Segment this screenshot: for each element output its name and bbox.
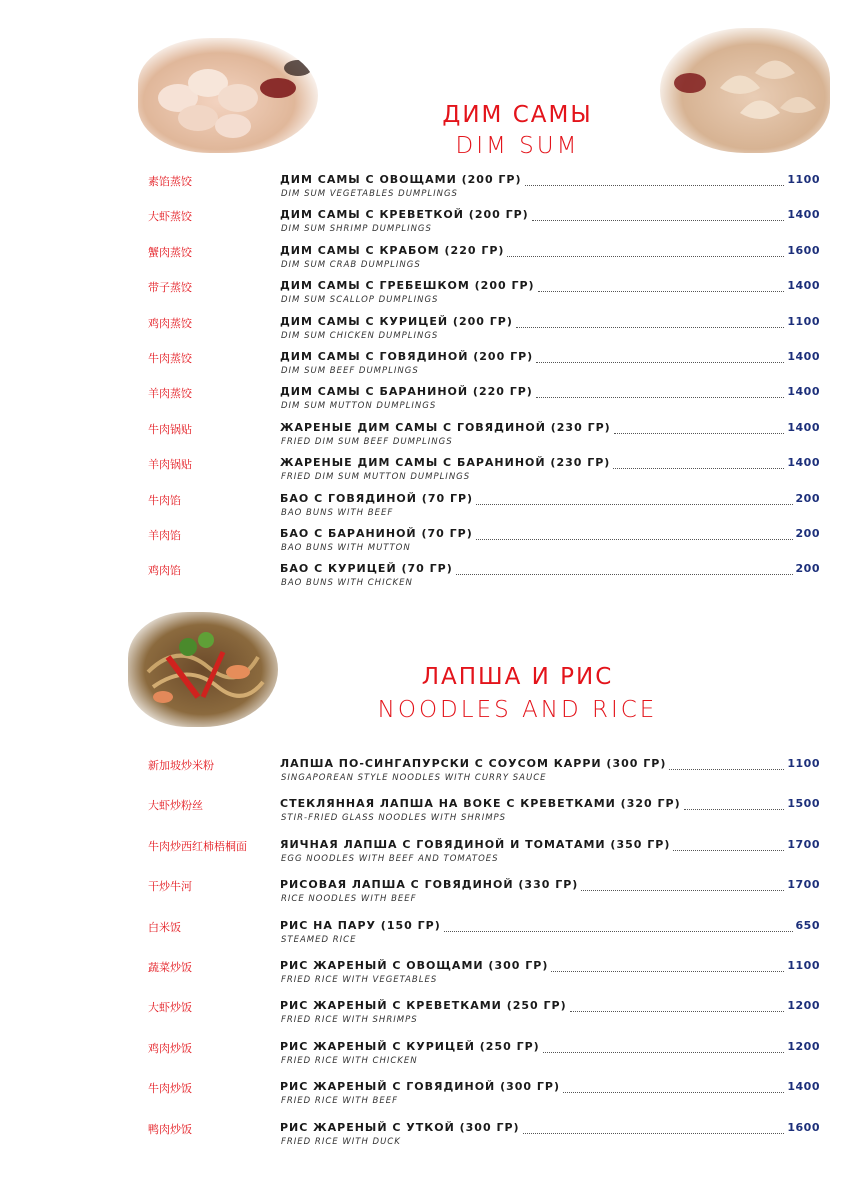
dish-name-en: DIM SUM CRAB DUMPLINGS xyxy=(281,259,421,270)
dish-name-en: DIM SUM BEEF DUMPLINGS xyxy=(281,365,419,376)
dish-name-zh: 牛肉蒸饺 xyxy=(148,351,192,365)
dish-price: 1400 xyxy=(787,1080,820,1094)
menu-item xyxy=(0,999,855,1039)
menu-item xyxy=(0,315,855,350)
dish-name-ru: ДИМ САМЫ С КУРИЦЕЙ (200 ГР) xyxy=(280,314,513,328)
dish-name-ru: БАО С БАРАНИНОЙ (70 ГР) xyxy=(280,526,473,540)
dim-sum-title-ru: ДИМ САМЫ xyxy=(442,102,593,128)
dish-name-ru: БАО С ГОВЯДИНОЙ (70 ГР) xyxy=(280,491,474,505)
dish-name-zh: 白米饭 xyxy=(148,920,181,934)
dish-name-ru: РИС ЖАРЕНЫЙ С УТКОЙ (300 ГР) xyxy=(280,1120,520,1134)
dish-line xyxy=(280,919,820,935)
dish-name-zh: 牛肉炒饭 xyxy=(148,1082,192,1096)
dish-name-en: BAO BUNS WITH CHICKEN xyxy=(281,578,413,589)
dish-name-ru: ДИМ САМЫ С КРАБОМ (220 ГР) xyxy=(280,243,505,257)
dish-name-ru: ДИМ САМЫ С ГОВЯДИНОЙ (200 ГР) xyxy=(280,349,534,363)
dish-name-en: DIM SUM VEGETABLES DUMPLINGS xyxy=(281,189,458,199)
dish-name-en: BAO BUNS WITH MUTTON xyxy=(281,542,411,553)
menu-item xyxy=(0,959,855,999)
noodles-title-en: NOODLES AND RICE xyxy=(377,697,658,723)
dish-line xyxy=(280,1080,820,1096)
dish-price: 1600 xyxy=(787,1120,820,1134)
dish-name-en: FRIED DIM SUM BEEF DUMPLINGS xyxy=(281,436,453,447)
dot-leader xyxy=(476,538,793,540)
dot-leader xyxy=(581,889,784,891)
dish-price: 200 xyxy=(795,562,820,576)
dish-name-en: SINGAPOREAN STYLE NOODLES WITH CURRY SAUCE xyxy=(281,773,547,783)
dish-price: 1500 xyxy=(787,797,820,811)
dish-name-zh: 鸡肉蒸饺 xyxy=(148,316,192,330)
dish-name-zh: 素馅蒸饺 xyxy=(148,175,192,188)
dot-leader xyxy=(476,503,792,505)
dish-name-ru: СТЕКЛЯННАЯ ЛАПША НА ВОКЕ С КРЕВЕТКАМИ (320 ГР) xyxy=(280,797,681,811)
dish-name-zh: 大虾炒粉丝 xyxy=(148,799,203,813)
dot-leader xyxy=(523,1132,785,1134)
dish-name-ru: ДИМ САМЫ С ОВОЩАМИ (200 ГР) xyxy=(280,173,522,186)
dish-name-ru: ДИМ САМЫ С КРЕВЕТКОЙ (200 ГР) xyxy=(280,208,529,222)
dish-name-ru: ЛАПША ПО-СИНГАПУРСКИ С СОУСОМ КАРРИ (300 ГР) xyxy=(280,757,667,770)
dish-name-zh: 蟹肉蒸饺 xyxy=(148,245,192,259)
dish-name-ru: РИС НА ПАРУ (150 ГР) xyxy=(280,918,441,932)
dish-name-en: DIM SUM MUTTON DUMPLINGS xyxy=(281,401,437,412)
menu-item xyxy=(0,1080,855,1120)
menu-item xyxy=(0,350,855,385)
dish-name-en: STEAMED RICE xyxy=(281,934,357,945)
dot-leader xyxy=(516,326,785,328)
dot-leader xyxy=(525,184,785,186)
dish-line xyxy=(280,244,820,260)
dish-line xyxy=(280,959,820,975)
menu-item xyxy=(0,562,855,597)
dish-price: 1400 xyxy=(787,208,820,222)
dish-line xyxy=(280,208,820,224)
dot-leader xyxy=(613,467,784,469)
dish-name-ru: РИС ЖАРЕНЫЙ С КУРИЦЕЙ (250 ГР) xyxy=(280,1039,540,1053)
dish-price: 650 xyxy=(795,918,820,932)
dish-name-ru: ЖАРЕНЫЕ ДИМ САМЫ С ГОВЯДИНОЙ (230 ГР) xyxy=(280,420,611,434)
dish-name-zh: 牛肉馅 xyxy=(148,493,181,507)
noodles-menu-list xyxy=(0,757,855,1161)
dish-line xyxy=(280,492,820,508)
menu-item xyxy=(0,919,855,959)
dish-name-zh: 蔬菜炒饭 xyxy=(148,960,192,974)
menu-item xyxy=(0,492,855,527)
dish-line xyxy=(280,999,820,1015)
dish-name-en: FRIED RICE WITH BEEF xyxy=(281,1096,398,1107)
dish-name-ru: ДИМ САМЫ С БАРАНИНОЙ (220 ГР) xyxy=(280,385,533,399)
dim-sum-title-en: DIM SUM xyxy=(455,133,580,159)
dish-price: 1400 xyxy=(787,349,820,363)
menu-item xyxy=(0,421,855,456)
dish-name-zh: 羊肉馅 xyxy=(148,528,181,542)
menu-item xyxy=(0,279,855,314)
dish-name-en: RICE NOODLES WITH BEEF xyxy=(281,894,417,905)
dim-sum-menu-list xyxy=(0,173,855,598)
dish-line xyxy=(280,797,820,813)
dish-line xyxy=(280,173,820,189)
dot-leader xyxy=(563,1091,784,1093)
dish-name-en: EGG NOODLES WITH BEEF AND TOMATOES xyxy=(281,853,499,864)
dot-leader xyxy=(536,396,785,398)
dot-leader xyxy=(669,768,784,770)
dish-name-zh: 鸡肉馅 xyxy=(148,564,181,578)
dish-price: 1200 xyxy=(787,1039,820,1053)
noodles-title-ru: ЛАПША И РИС xyxy=(421,664,614,690)
dish-price: 1700 xyxy=(787,837,820,851)
dish-name-en: FRIED RICE WITH CHICKEN xyxy=(281,1055,418,1066)
dish-price: 1600 xyxy=(787,243,820,257)
menu-item xyxy=(0,757,855,797)
dot-leader xyxy=(444,930,793,932)
dish-line xyxy=(280,1121,820,1137)
menu-item xyxy=(0,1040,855,1080)
menu-item xyxy=(0,527,855,562)
dish-name-ru: ЖАРЕНЫЕ ДИМ САМЫ С БАРАНИНОЙ (230 ГР) xyxy=(280,456,611,470)
dish-name-ru: ЯИЧНАЯ ЛАПША С ГОВЯДИНОЙ И ТОМАТАМИ (350 ГР) xyxy=(280,837,671,851)
dish-price: 1100 xyxy=(787,958,820,972)
dish-name-en: DIM SUM SHRIMP DUMPLINGS xyxy=(281,224,432,235)
dish-name-zh: 干炒牛河 xyxy=(148,880,192,894)
dish-line xyxy=(280,1040,820,1056)
dot-leader xyxy=(614,432,785,434)
dish-name-zh: 大虾蒸饺 xyxy=(148,210,192,224)
dish-line xyxy=(280,878,820,894)
menu-item xyxy=(0,1121,855,1161)
dish-line xyxy=(280,757,820,773)
dish-price: 1700 xyxy=(787,878,820,892)
dot-leader xyxy=(684,808,785,810)
dish-name-zh: 羊肉蒸饺 xyxy=(148,387,192,401)
menu-item xyxy=(0,385,855,420)
dish-name-ru: БАО С КУРИЦЕЙ (70 ГР) xyxy=(280,562,453,576)
dish-name-en: FRIED RICE WITH DUCK xyxy=(281,1136,401,1147)
dish-name-en: STIR-FRIED GLASS NOODLES WITH SHRIMPS xyxy=(281,813,507,824)
dish-line xyxy=(280,562,820,578)
dish-name-ru: РИС ЖАРЕНЫЙ С КРЕВЕТКАМИ (250 ГР) xyxy=(280,999,567,1013)
dish-name-en: FRIED DIM SUM MUTTON DUMPLINGS xyxy=(281,472,471,483)
menu-item xyxy=(0,208,855,243)
dish-name-zh: 带子蒸饺 xyxy=(148,281,192,295)
dot-leader xyxy=(536,361,784,363)
dish-name-ru: РИС ЖАРЕНЫЙ С ОВОЩАМИ (300 ГР) xyxy=(280,958,549,972)
dot-leader xyxy=(543,1051,785,1053)
dish-name-en: DIM SUM CHICKEN DUMPLINGS xyxy=(281,330,439,341)
dish-price: 1100 xyxy=(787,314,820,328)
dish-name-en: FRIED RICE WITH VEGETABLES xyxy=(281,974,438,985)
dot-leader xyxy=(551,970,784,972)
dish-name-zh: 新加坡炒米粉 xyxy=(148,759,214,772)
menu-item xyxy=(0,244,855,279)
dot-leader xyxy=(673,849,784,851)
dish-line xyxy=(280,385,820,401)
menu-item xyxy=(0,878,855,918)
menu-item xyxy=(0,838,855,878)
dish-name-en: DIM SUM SCALLOP DUMPLINGS xyxy=(281,295,439,306)
dish-price: 200 xyxy=(795,526,820,540)
dish-price: 1100 xyxy=(787,757,820,770)
dish-line xyxy=(280,350,820,366)
menu-item xyxy=(0,797,855,837)
dish-name-zh: 羊肉锅贴 xyxy=(148,458,192,472)
dish-price: 1100 xyxy=(787,173,820,186)
dish-price: 1400 xyxy=(787,279,820,293)
dish-name-en: FRIED RICE WITH SHRIMPS xyxy=(281,1015,418,1026)
dish-price: 1400 xyxy=(787,420,820,434)
dish-name-zh: 鸡肉炒饭 xyxy=(148,1041,192,1055)
dish-price: 200 xyxy=(795,491,820,505)
dish-price: 1400 xyxy=(787,385,820,399)
dot-leader xyxy=(507,255,784,257)
dot-leader xyxy=(570,1010,785,1012)
dish-name-ru: РИС ЖАРЕНЫЙ С ГОВЯДИНОЙ (300 ГР) xyxy=(280,1080,560,1094)
dish-line xyxy=(280,421,820,437)
menu-item xyxy=(0,173,855,208)
dish-name-zh: 鸭肉炒饭 xyxy=(148,1122,192,1136)
dish-name-ru: ДИМ САМЫ С ГРЕБЕШКОМ (200 ГР) xyxy=(280,279,535,293)
dish-name-ru: РИСОВАЯ ЛАПША С ГОВЯДИНОЙ (330 ГР) xyxy=(280,878,579,892)
dish-line xyxy=(280,279,820,295)
dish-name-zh: 大虾炒饭 xyxy=(148,1001,192,1015)
dish-name-zh: 牛肉炒西红柿梧桐面 xyxy=(148,839,247,853)
dish-name-zh: 牛肉锅贴 xyxy=(148,422,192,436)
dish-line xyxy=(280,315,820,331)
menu-item xyxy=(0,456,855,491)
dish-name-en: BAO BUNS WITH BEEF xyxy=(281,507,394,518)
dot-leader xyxy=(456,573,793,575)
dish-line xyxy=(280,527,820,543)
dish-price: 1200 xyxy=(787,999,820,1013)
dish-price: 1400 xyxy=(787,456,820,470)
dot-leader xyxy=(538,290,785,292)
dish-line xyxy=(280,838,820,854)
dot-leader xyxy=(532,219,785,221)
dish-line xyxy=(280,456,820,472)
